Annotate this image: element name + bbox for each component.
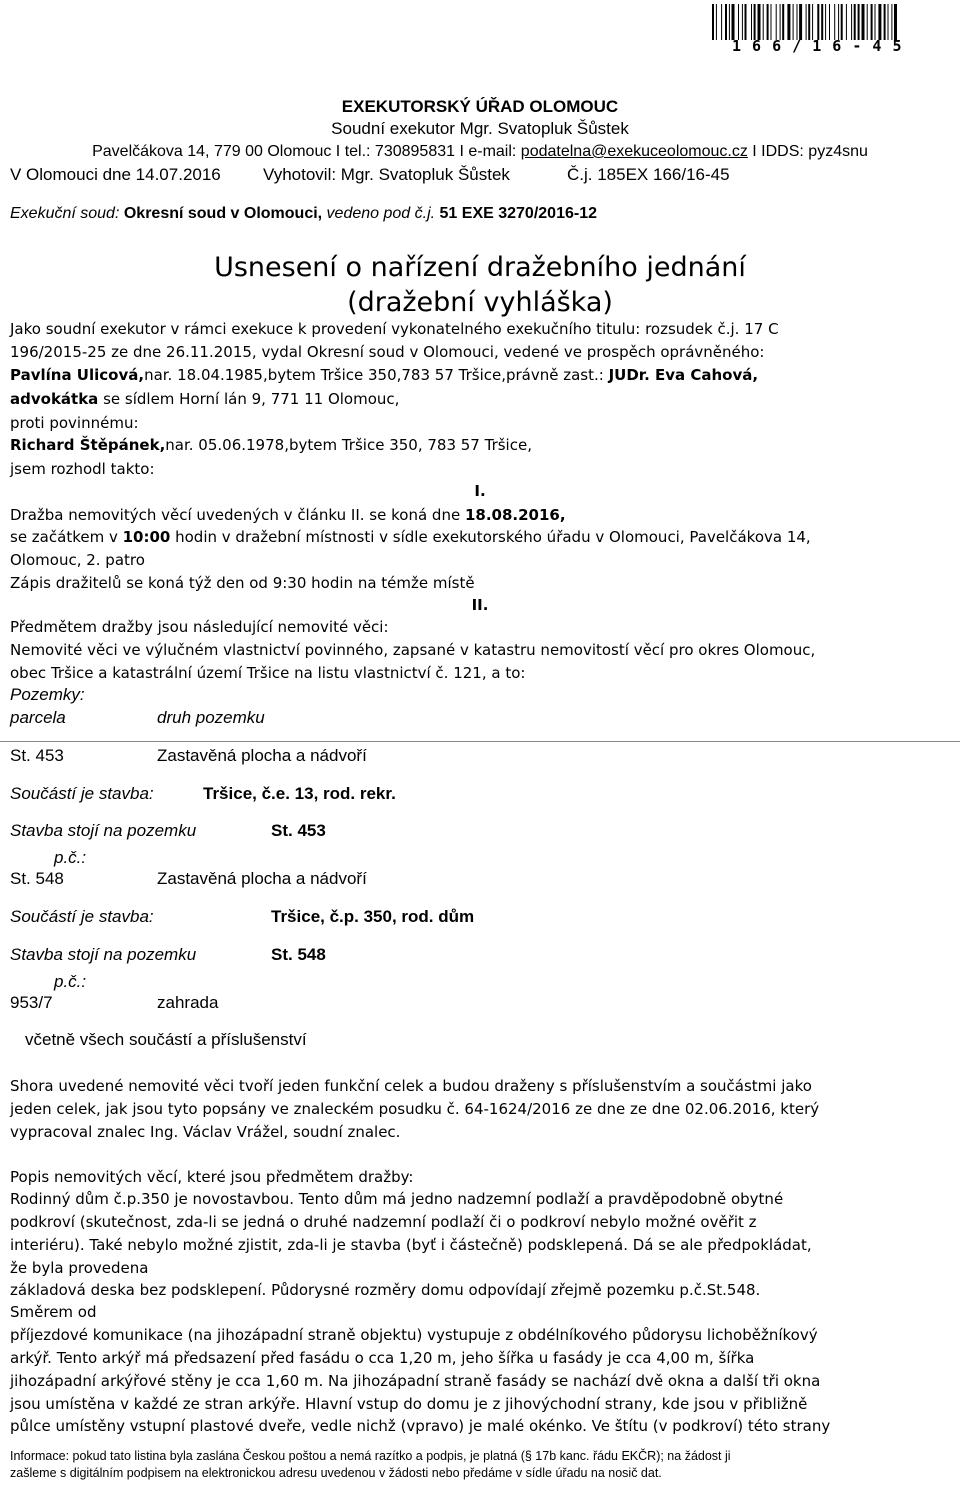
barcode-bar [894, 4, 897, 40]
document-title: Usnesení o nařízení dražebního jednání [214, 252, 746, 283]
description-line-1: Rodinný dům č.p.350 je novostavbou. Tento dům má jedno nadzemní podlaží a pravděpodobně obytné [10, 1190, 784, 1208]
barcode-bar [834, 4, 835, 40]
court-name: Okresní soud v Olomouci, [123, 205, 323, 222]
barcode-bar [829, 4, 830, 40]
court-line [10, 205, 597, 223]
barcode-bar [712, 4, 714, 40]
intro-line-1: Jako soudní exekutor v rámci exekuce k provedení vykonatelného exekučního titulu: rozsudek č.j. 17 C [10, 320, 779, 338]
barcode-bar [763, 4, 764, 40]
barcode-bar [787, 4, 790, 40]
attorney-address: se sídlem Horní lán 9, 771 11 Olomouc, [98, 390, 400, 408]
case-reference: Č.j. 185EX 166/16-45 [567, 165, 730, 184]
barcode-bar [871, 4, 873, 40]
barcode-bar [776, 4, 777, 40]
paragraph-1-line-2: jeden celek, jak jsou tyto popsány ve znaleckém posudku č. 64-1624/2016 ze dne ze dne 02.06.2016, který [10, 1100, 820, 1118]
court-ref: 51 EXE 3270/2016-12 [439, 205, 597, 222]
col-type-header: druh pozemku [157, 708, 265, 727]
description-line-4: že byla provedena [10, 1259, 149, 1277]
barcode-bar [732, 4, 735, 40]
parcel-3-type: zahrada [157, 993, 219, 1012]
section-1-numeral: I. [474, 482, 486, 500]
barcode-bar [867, 4, 868, 40]
barcode-bar [725, 4, 727, 40]
barcode-bar [738, 4, 739, 40]
barcode-icon [712, 4, 948, 40]
barcode-number: 1 6 6 / 1 6 - 4 5 [732, 37, 903, 55]
creditor-name: Pavlína Ulicová, [10, 366, 145, 384]
barcode-bar [875, 4, 876, 40]
including-accessories: včetně všech součástí a příslušenství [25, 1030, 307, 1049]
parcel-2-stands: St. 548 [271, 945, 326, 964]
attorney-name: JUDr. Eva Cahová, [608, 366, 759, 384]
auction-date: 18.08.2016, [464, 506, 566, 524]
barcode-bar [851, 4, 852, 40]
parcel-2-part: Tršice, č.p. 350, rod. dům [271, 907, 475, 926]
parcel-2-stands-label: Stavba stojí na pozemku [10, 945, 197, 964]
parcel-1-part: Tršice, č.e. 13, rod. rekr. [203, 784, 396, 803]
paragraph-1-line-1: Shora uvedené nemovité věci tvoří jeden funkční celek a budou draženy s příslušenstvím a součástmi jako [10, 1077, 812, 1095]
office-contact [0, 143, 960, 161]
table-divider [0, 741, 960, 742]
barcode-bar [821, 4, 823, 40]
contact-address: Pavelčákova 14, 779 00 Olomouc I tel.: 730895831 I e-mail: [92, 143, 521, 160]
barcode-bar [884, 4, 886, 40]
section-2-numeral: II. [471, 596, 489, 614]
section-2-line-3: obec Tršice a katastrální území Tršice na listu vlastnictví č. 121, a to: [10, 664, 526, 682]
description-line-9: jihozápadní arkýřové stěny je cca 1,60 m. Na jihozápadní straně fasády se nachází dvě okna a další tři okna [10, 1372, 821, 1390]
start-text: se začátkem v [10, 528, 123, 546]
barcode-bar [793, 4, 794, 40]
document-subtitle: (dražební vyhláška) [347, 287, 613, 318]
description-line-11: půlce umístěny vstupní plastové dveře, vedle nichž (vpravo) je malé okénko. Ve štítu (v podkroví) této strany [10, 1417, 831, 1435]
intro-line-4 [10, 390, 399, 408]
parcel-2-part-label: Součástí je stavba: [10, 907, 154, 926]
attorney-title: advokátka [10, 390, 99, 408]
email-link[interactable]: podatelna@exekuceolomouc.cz [520, 143, 748, 160]
description-line-5: základová deska bez podsklepení. Půdorysné rozměry domu odpovídají zřejmě pozemku p.č.St.548. [10, 1281, 761, 1299]
paragraph-1-line-3: vypracoval znalec Ing. Václav Vrážel, soudní znalec. [10, 1123, 401, 1141]
barcode-bar [808, 4, 810, 40]
barcode-bar [797, 4, 798, 40]
col-parcel-header: parcela [10, 708, 66, 727]
barcode-bar [771, 4, 772, 40]
parcel-1-stands-label: Stavba stojí na pozemku [10, 821, 197, 840]
footer-line-2: zašleme s digitálním podpisem na elektronickou adresu uvedenou v žádosti nebo předáme v sídle úřadu na nosič dat. [10, 1466, 662, 1480]
parcel-1-part-label: Součástí je stavba: [10, 784, 154, 803]
land-heading: Pozemky: [10, 685, 85, 704]
description-line-3: interiéru). Také nebylo možné zjistit, zda-li je stavba (byť i částečně) podsklepená. Dá se ale předpokládat, [10, 1236, 812, 1254]
creditor-details: nar. 18.04.1985,bytem Tršice 350,783 57 Tršice,právně zast.: [144, 366, 609, 384]
place-date: V Olomouci dne 14.07.2016 [10, 165, 221, 184]
barcode-bar [878, 4, 881, 40]
footer-line-1: Informace: pokud tato listina byla zaslána Českou poštou a nemá razítko a podpis, je platná (§ 17b kanc. řádu EKČR); na žádost ji [10, 1449, 731, 1463]
section-1-line-3: Olomouc, 2. patro [10, 551, 145, 569]
barcode-bar [825, 4, 826, 40]
barcode-bar [767, 4, 769, 40]
barcode-bar [782, 4, 784, 40]
debtor-details: nar. 05.06.1978,bytem Tršice 350, 783 57 Tršice, [165, 436, 532, 454]
start-time: 10:00 [122, 528, 171, 546]
parcel-2-id: St. 548 [10, 869, 64, 888]
description-line-10: jsou umístěna v každé ze stran arkýře. Hlavní vstup do domu je z jihovýchodní strany, kde jsou v přibližně [10, 1395, 808, 1413]
barcode-bar [742, 4, 743, 40]
barcode-bar [721, 4, 722, 40]
intro-line-5: proti povinnému: [10, 414, 139, 432]
barcode-bar [716, 4, 717, 40]
section-2-line-1: Předmětem dražby jsou následující nemovité věci: [10, 618, 389, 636]
parcel-1-pc-label: p.č.: [54, 848, 87, 867]
description-line-7: příjezdové komunikace (na jihozápadní straně objektu) vystupuje z obdélníkového půdorysu lichoběžníkový [10, 1326, 818, 1344]
court-label: Exekuční soud: [10, 205, 124, 222]
barcode-bar [846, 4, 847, 40]
description-line-8: arkýř. Tento arkýř má předsazení před fasádu o cca 1,20 m, jeho šířka u fasády je cca 4,00 m, šířka [10, 1349, 755, 1367]
parcel-1-id: St. 453 [10, 746, 64, 765]
barcode-bar [745, 4, 747, 40]
barcode-bar [888, 4, 889, 40]
description-line-6: Směrem od [10, 1303, 97, 1321]
barcode-bar [858, 4, 860, 40]
barcode-bar [729, 4, 730, 40]
executor-name: Soudní exekutor Mgr. Svatopluk Šůstek [331, 119, 629, 138]
intro-line-7: jsem rozhodl takto: [10, 460, 155, 478]
parcel-2-pc-label: p.č.: [54, 972, 87, 991]
section-1-line-2 [10, 528, 811, 546]
parcel-1-stands: St. 453 [271, 821, 326, 840]
debtor-name: Richard Štěpánek, [10, 436, 166, 454]
parcel-2-type: Zastavěná plocha a nádvoří [157, 869, 367, 888]
barcode-bar [751, 4, 752, 40]
parcel-1-type: Zastavěná plocha a nádvoří [157, 746, 367, 765]
section-1-line-1 [10, 506, 566, 524]
description-line-2: podkroví (skutečnost, zda-li se jedná o druhé nadzemní podlaží či o podkroví nebylo možné ověřit z [10, 1213, 757, 1231]
barcode-bar [862, 4, 865, 40]
court-mid: vedeno pod č.j. [322, 205, 440, 222]
intro-line-2: 196/2015-25 ze dne 26.11.2015, vydal Okresní soud v Olomouci, vedené ve prospěch oprávněného: [10, 343, 765, 361]
office-name: EXEKUTORSKÝ ÚŘAD OLOMOUC [341, 97, 619, 116]
intro-line-6 [10, 436, 532, 454]
barcode-bar [754, 4, 756, 40]
description-heading: Popis nemovitých věcí, které jsou předmětem dražby: [10, 1168, 414, 1186]
barcode-bar [780, 4, 781, 40]
location-text: hodin v dražební místnosti v sídle exekutorského úřadu v Olomouci, Pavelčákova 14, [170, 528, 811, 546]
barcode-bar [758, 4, 761, 40]
auction-date-text: Dražba nemovitých věcí uvedených v článku II. se koná dne [10, 506, 465, 524]
barcode-bar [817, 4, 819, 40]
barcode-bar [838, 4, 839, 40]
parcel-3-id: 953/7 [10, 993, 53, 1012]
barcode-bar [841, 4, 843, 40]
barcode-bar [891, 4, 892, 40]
barcode-bar [854, 4, 856, 40]
section-1-line-4: Zápis dražitelů se koná týž den od 9:30 hodin na témže místě [10, 574, 475, 592]
intro-line-3 [10, 366, 758, 384]
barcode-bar [806, 4, 807, 40]
section-2-line-2: Nemovité věci ve výlučném vlastnictví povinného, zapsané v katastru nemovitostí věcí pro okres Olomouc, [10, 641, 816, 659]
issued-by: Vyhotovil: Mgr. Svatopluk Šůstek [263, 165, 510, 184]
contact-ids: I IDDS: pyz4snu [747, 143, 868, 160]
barcode-bar [812, 4, 813, 40]
barcode-bar [799, 4, 802, 40]
